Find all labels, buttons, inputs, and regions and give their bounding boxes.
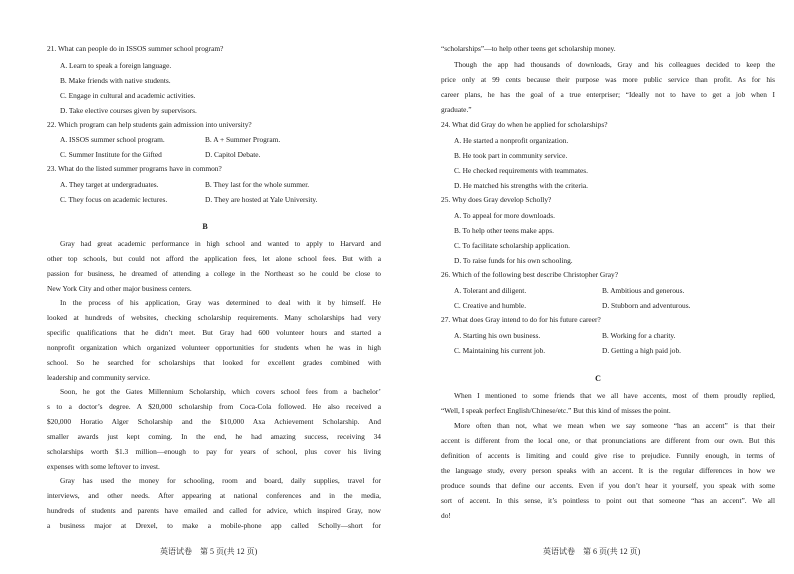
passage-b-line: Gray had great academic performance in high school and wanted to apply to Harvard and bbox=[60, 239, 381, 248]
section-b-heading: B bbox=[202, 222, 208, 231]
passage-b-line: smaller awards just kept coming. In the end, he had amazing success, receiving 34 bbox=[47, 432, 381, 441]
passage-b-line: $20,000 Horatio Alger Scholarship and the $10,000 Axa Achievement Scholarship. And bbox=[47, 417, 381, 426]
question-26-stem: 26. Which of the following best describe Christopher Gray? bbox=[441, 270, 618, 279]
passage-b-line: a business major at Drexel, to make a mobile-phone app called Scholly—short for bbox=[47, 521, 381, 530]
question-25-option-c: C. To facilitate scholarship application. bbox=[454, 241, 570, 250]
question-21-option-b: B. Make friends with native students. bbox=[60, 76, 171, 85]
passage-b-line: specific qualifications that he didn’t meet. But Gray had 600 volunteer hours and started a bbox=[47, 328, 381, 337]
passage-c-line: the language study, every person speaks with an accent. It is the regular differences in how we bbox=[441, 466, 775, 475]
passage-b-line: passion for business, he dreamed of attending a college in the Northeast so he could be close to bbox=[47, 269, 381, 278]
passage-b-line: hundreds of students and parents have emailed and called for advice, which inspired Gray, now bbox=[47, 506, 381, 515]
passage-b-line: other top schools, but could not afford the application fees, let alone school fees. But with a bbox=[47, 254, 381, 263]
passage-b-line: leadership and community service. bbox=[47, 373, 151, 382]
question-25-option-b: B. To help other teens make apps. bbox=[454, 226, 554, 235]
passage-c-line: produce sounds that define our accents. Even if you don’t hear it yourself, you speak with some bbox=[441, 481, 775, 490]
passage-b-line: scholarships worth $1.3 million—enough to pay for years of school, plus cover his living bbox=[47, 447, 381, 456]
question-27-option-b: B. Working for a charity. bbox=[602, 331, 676, 340]
passage-b-line: Gray has used the money for schooling, room and board, daily supplies, travel for bbox=[60, 476, 381, 485]
passage-b-continued-line: career plans, he has the goal of a true enterpriser; “Ideally not to have to get a job when I bbox=[441, 90, 775, 99]
question-25-option-d: D. To raise funds for his own schooling. bbox=[454, 256, 573, 265]
question-24-option-d: D. He matched his strengths with the criteria. bbox=[454, 181, 589, 190]
question-21-stem: 21. What can people do in ISSOS summer school program? bbox=[47, 44, 224, 53]
question-24-option-c: C. He checked requirements with teammates. bbox=[454, 166, 589, 175]
question-21-option-a: A. Learn to speak a foreign language. bbox=[60, 61, 172, 70]
question-21-option-c: C. Engage in cultural and academic activities. bbox=[60, 91, 196, 100]
question-23-stem: 23. What do the listed summer programs have in common? bbox=[47, 164, 222, 173]
page-footer-left: 英语试卷 第 5 页(共 12 页) bbox=[160, 547, 258, 556]
question-22-option-c: C. Summer Institute for the Gifted bbox=[60, 150, 162, 159]
question-27-option-c: C. Maintaining his current job. bbox=[454, 346, 546, 355]
passage-c-line: do! bbox=[441, 511, 451, 520]
question-27-option-d: D. Getting a high paid job. bbox=[602, 346, 682, 355]
passage-c-line: More often than not, what we mean when we say someone “has an accent” is that their bbox=[454, 421, 775, 430]
question-23-option-d: D. They are hosted at Yale University. bbox=[205, 195, 318, 204]
right-page bbox=[397, 0, 794, 574]
passage-c-line: When I mentioned to some friends that we all have accents, most of them proudly replied, bbox=[454, 391, 775, 400]
passage-b-continued-line: price only at 99 cents because their purpose was more public service than profit. As for his bbox=[441, 75, 775, 84]
question-26-option-a: A. Tolerant and diligent. bbox=[454, 286, 527, 295]
question-25-option-a: A. To appeal for more downloads. bbox=[454, 211, 555, 220]
passage-b-line: s to a doctor’s degree. A $20,000 scholarship from Coca-Cola followed. He also received a bbox=[47, 402, 381, 411]
passage-b-line: school. So he searched for scholarships that looked for excellent grades combined with bbox=[47, 358, 381, 367]
passage-b-line: interviews, and other needs. After appearing at national conferences and in the media, bbox=[47, 491, 381, 500]
question-21-option-d: D. Take elective courses given by supervisors. bbox=[60, 106, 197, 115]
passage-c-line: “Well, I speak perfect English/Chinese/etc.” But this kind of misses the point. bbox=[441, 406, 671, 415]
passage-c-line: accent is different from the local one, or that pronunciations are different from our own. But this bbox=[441, 436, 775, 445]
passage-b-continued-line: graduate.” bbox=[441, 105, 472, 114]
passage-b-line: expenses with some leftover to invest. bbox=[47, 462, 160, 471]
passage-c-line: sort of accent. In this sense, it’s pointless to point out that someone “has an accent”. We all bbox=[441, 496, 775, 505]
question-26-option-d: D. Stubborn and adventurous. bbox=[602, 301, 691, 310]
question-22-option-d: D. Capitol Debate. bbox=[205, 150, 261, 159]
question-25-stem: 25. Why does Gray develop Scholly? bbox=[441, 195, 552, 204]
question-26-option-c: C. Creative and humble. bbox=[454, 301, 527, 310]
passage-b-continued-line: “scholarships”—to help other teens get scholarship money. bbox=[441, 44, 616, 53]
passage-b-line: New York City and other major business centers. bbox=[47, 284, 192, 293]
question-26-option-b: B. Ambitious and generous. bbox=[602, 286, 685, 295]
passage-c-line: definition of accents is limiting and could give rise to prejudice. Funnily enough, in terms of bbox=[441, 451, 775, 460]
passage-b-line: looked at hundreds of websites, checking scholarship requirements. Many scholarships had very bbox=[47, 313, 381, 322]
page-footer-right: 英语试卷 第 6 页(共 12 页) bbox=[543, 547, 641, 556]
passage-b-line: In the process of his application, Gray was determined to deal with it by himself. He bbox=[60, 298, 381, 307]
question-24-option-a: A. He started a nonprofit organization. bbox=[454, 136, 569, 145]
question-23-option-c: C. They focus on academic lectures. bbox=[60, 195, 168, 204]
question-22-stem: 22. Which program can help students gain admission into university? bbox=[47, 120, 252, 129]
question-22-option-a: A. ISSOS summer school program. bbox=[60, 135, 165, 144]
passage-b-line: Soon, he got the Gates Millennium Scholarship, which covers school fees from a bachelor’ bbox=[60, 387, 381, 396]
question-24-option-b: B. He took part in community service. bbox=[454, 151, 568, 160]
question-22-option-b: B. A + Summer Program. bbox=[205, 135, 281, 144]
passage-b-continued-line: Though the app had thousands of downloads, Gray and his colleagues decided to keep the bbox=[454, 60, 775, 69]
question-23-option-b: B. They last for the whole summer. bbox=[205, 180, 310, 189]
question-24-stem: 24. What did Gray do when he applied for scholarships? bbox=[441, 120, 608, 129]
section-c-heading: C bbox=[595, 374, 601, 383]
question-27-option-a: A. Starting his own business. bbox=[454, 331, 541, 340]
question-27-stem: 27. What does Gray intend to do for his future career? bbox=[441, 315, 601, 324]
passage-b-line: nonprofit organization which organized volunteer opportunities for students when he was in high bbox=[47, 343, 381, 352]
question-23-option-a: A. They target at undergraduates. bbox=[60, 180, 159, 189]
